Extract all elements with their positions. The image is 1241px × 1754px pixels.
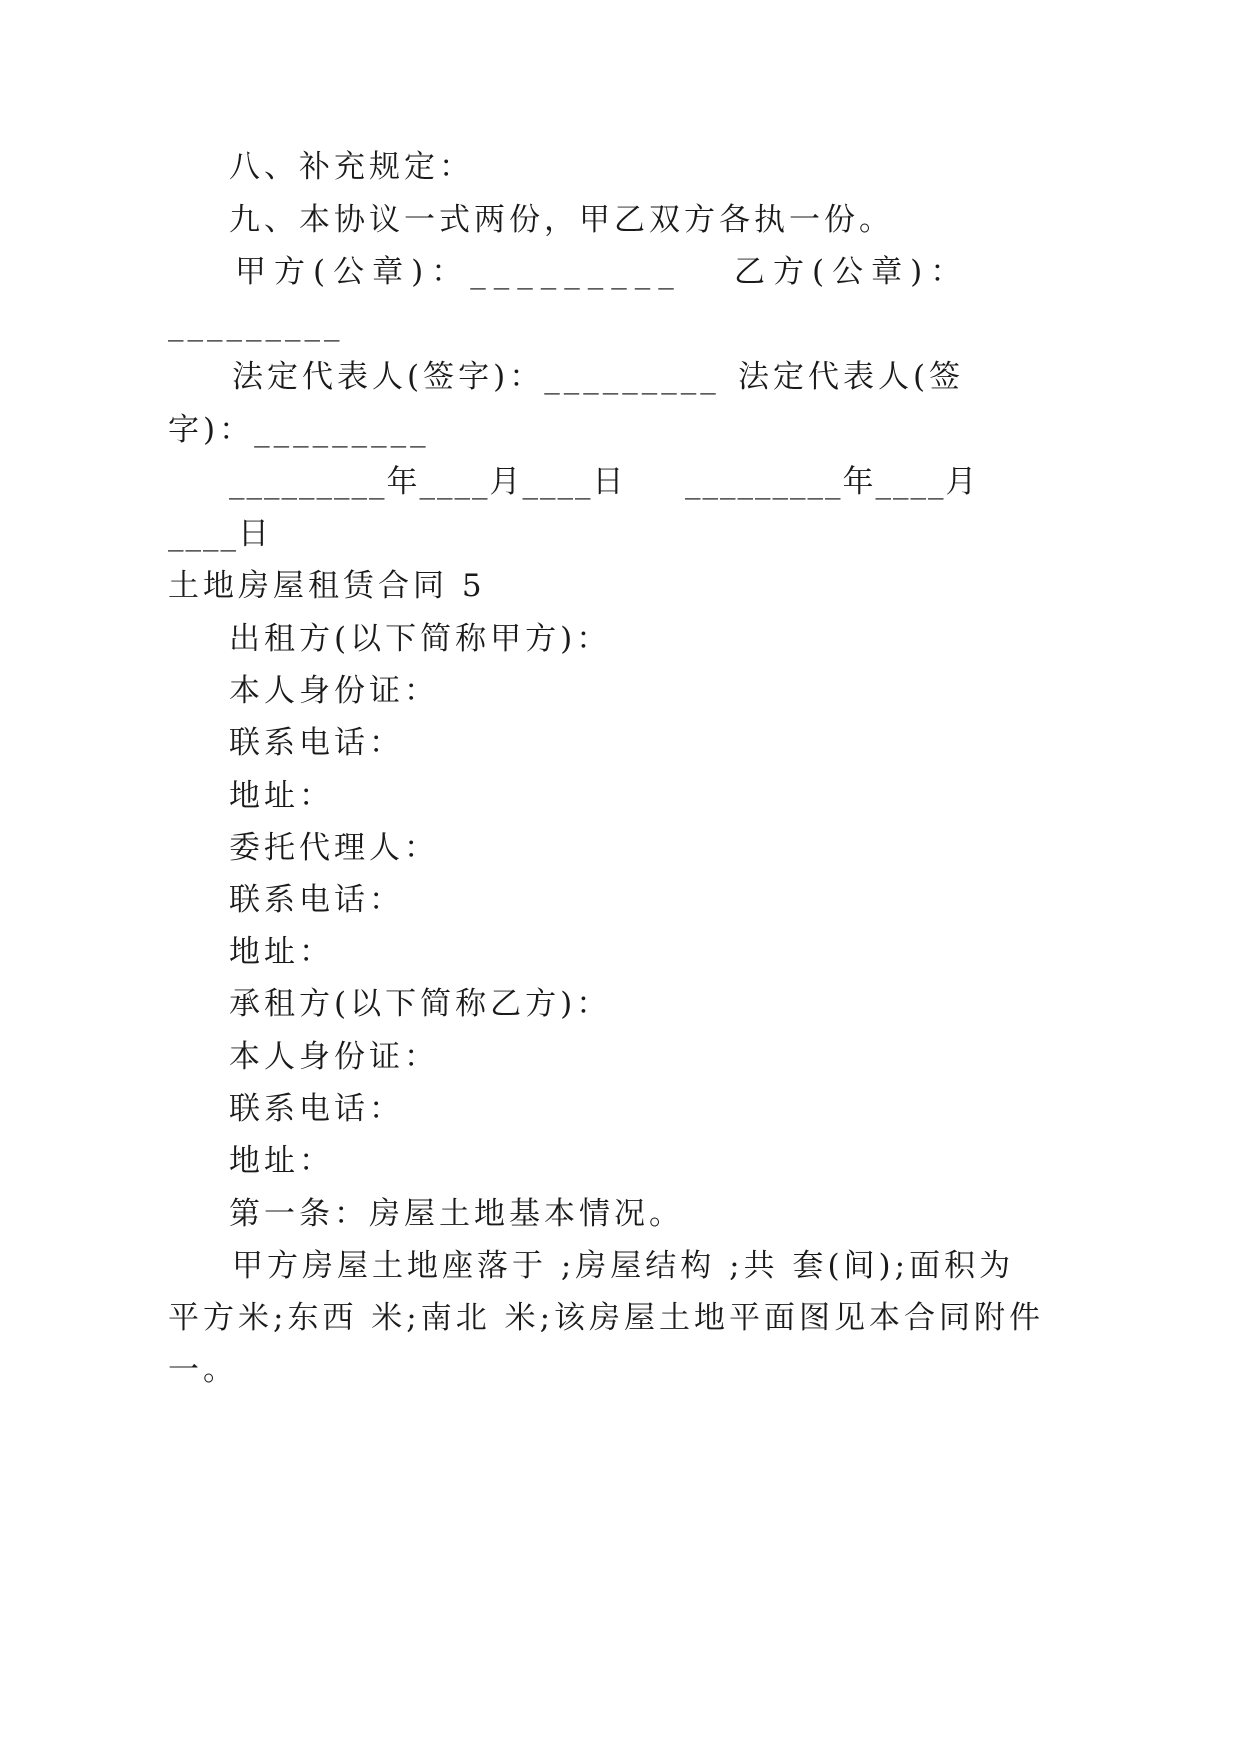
party-b-representative-label: 法定代表人(签 bbox=[738, 359, 965, 395]
party-b-date-day: ____日 bbox=[168, 516, 271, 552]
agent-address-label: 地址： bbox=[229, 934, 334, 970]
party-a-representative-line: 法定代表人(签字)：_________ bbox=[232, 359, 720, 395]
contract-title: 土地房屋租赁合同 5 bbox=[168, 568, 486, 604]
lessor-address-label: 地址： bbox=[229, 778, 334, 814]
party-b-representative-blank: 字)：_________ bbox=[168, 412, 430, 448]
lessee-heading: 承租方(以下简称乙方)： bbox=[229, 986, 612, 1022]
article-1-heading: 第一条：房屋土地基本情况。 bbox=[229, 1196, 684, 1232]
lessee-id-label: 本人身份证： bbox=[229, 1039, 439, 1075]
article-1-text-line-1: 甲方房屋土地座落于 ;房屋结构 ;共 套(间);面积为 bbox=[232, 1248, 1015, 1284]
article-1-text-line-3: 一。 bbox=[168, 1352, 238, 1388]
agent-label: 委托代理人： bbox=[229, 830, 439, 866]
lessor-id-label: 本人身份证： bbox=[229, 673, 439, 709]
clause-9-copies: 九、本协议一式两份，甲乙双方各执一份。 bbox=[229, 202, 894, 238]
party-b-seal-blank: _________ bbox=[168, 306, 344, 342]
lessor-phone-label: 联系电话： bbox=[229, 725, 404, 761]
lessor-heading: 出租方(以下简称甲方)： bbox=[229, 621, 612, 657]
lessee-address-label: 地址： bbox=[229, 1143, 334, 1179]
clause-8-supplementary: 八、补充规定： bbox=[229, 149, 474, 185]
party-a-seal-line: 甲方(公章)：_________ bbox=[235, 254, 682, 290]
party-b-seal-label: 乙方(公章)： bbox=[734, 254, 970, 290]
party-b-date-line: _________年____月 bbox=[685, 464, 979, 500]
party-a-date-line: _________年____月____日 bbox=[229, 464, 626, 500]
agent-phone-label: 联系电话： bbox=[229, 882, 404, 918]
article-1-text-line-2: 平方米;东西 米;南北 米;该房屋土地平面图见本合同附件 bbox=[168, 1300, 1045, 1336]
lessee-phone-label: 联系电话： bbox=[229, 1091, 404, 1127]
